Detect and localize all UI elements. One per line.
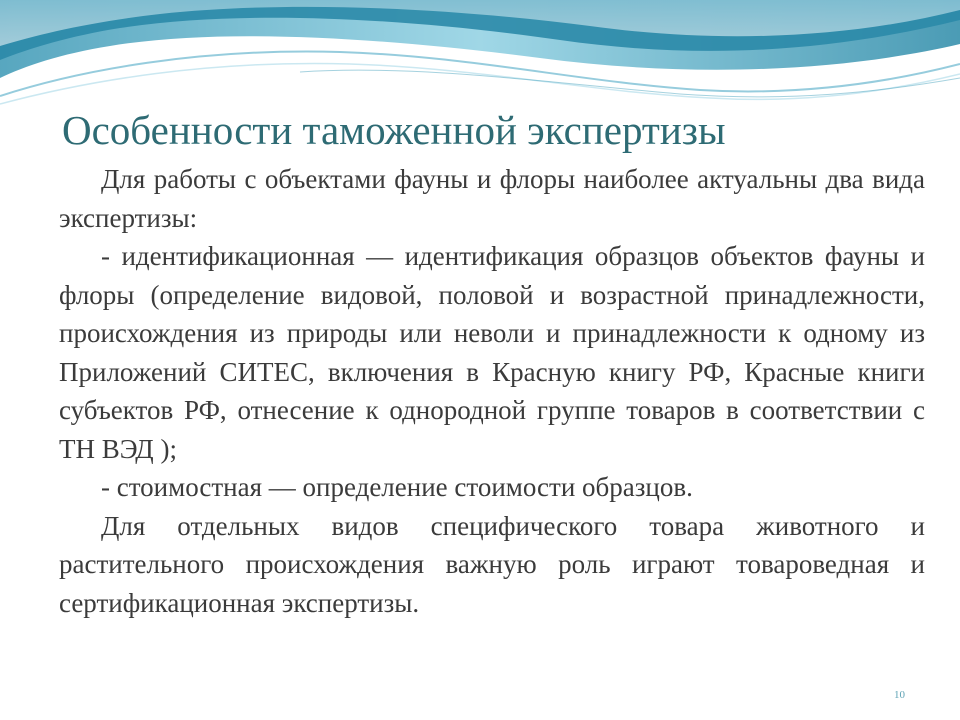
slide-title: Особенности таможенной экспертизы xyxy=(62,107,726,153)
wave-line-2 xyxy=(0,63,960,104)
paragraph-intro: Для работы с объектами фауны и флоры наиболее актуальны два вида экспертизы: xyxy=(59,164,925,233)
page-number: 10 xyxy=(894,689,905,701)
wave-header-decoration xyxy=(0,0,960,110)
paragraph-cost-expertise: - стоимостная — определение стоимости образцов. xyxy=(101,472,693,502)
paragraph-identification-expertise: - идентификационная — идентификация образцов объектов фауны и флоры (определение видовой, половой и возрастной принадлежности, происхождения из природы или неволи и принадлежности к одному из Приложений СИТЕС, включения в Красную книгу РФ, Красные книги субъектов РФ, отнесение к однородной группе товаров в соответствии с ТН ВЭД ); xyxy=(59,241,925,464)
paragraph-commodity-expertise: Для отдельных видов специфического товара животного и растительного происхождения важную роль играют товароведная и сертификационная экспертизы. xyxy=(59,510,925,618)
slide-body xyxy=(59,160,925,622)
